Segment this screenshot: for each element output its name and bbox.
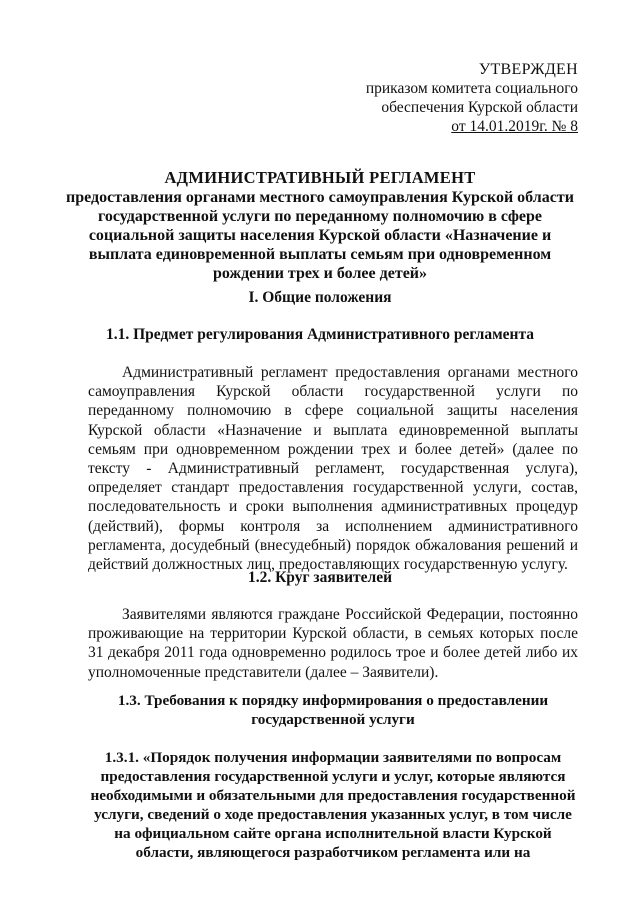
approval-order-line: приказом комитета социального: [365, 80, 578, 97]
title-subtitle: предоставления органами местного самоуправления Курской области государственной услуги по переданному полномочию в сфере социальной защиты населения Курской области «Назначение и выплата единовременной выплаты семьям при одновременном рождении трех и более детей»: [66, 189, 574, 282]
approval-committee-line: обеспечения Курской области: [381, 99, 578, 116]
subsection-heading-1-2: 1.2. Круг заявителей: [247, 569, 393, 586]
subsection-heading-1-1: 1.1. Предмет регулирования Административного регламента: [105, 326, 535, 343]
document-title: [60, 168, 580, 283]
paragraph-1-3-1: 1.3.1. «Порядок получения информации заявителями по вопросам предоставления государственной услуги и услуг, которые являются необходимыми и обязательными для предоставления государственной услуги, сведений о ходе предоставления указанных услуг, в том числе на официальном сайте органа исполнительной власти Курской области, являющегося разработчиком регламента или на: [90, 749, 576, 861]
section-heading-general: I. Общие положения: [248, 289, 392, 306]
approval-date-line: от 14.01.2019г. № 8: [451, 118, 578, 135]
title-main: АДМИНИСТРАТИВНЫЙ РЕГЛАМЕНТ: [164, 168, 476, 187]
paragraph-1-2: Заявителями являются граждане Российской Федерации, постоянно проживающие на территории Курской области, в семьях которых после 31 декабря 2011 года одновременно родилось трое и более детей либо их уполномоченные представители (далее – Заявители).: [88, 606, 578, 681]
paragraph-1-1: Административный регламент предоставления органами местного самоуправления Курской области государственной услуги по переданному полномочию в сфере социальной защиты населения Курской области «Назначение и выплата единовременной выплаты семьям при одновременном рождении трех и более детей» (далее по тексту - Административный регламент, государственная услуга), определяет стандарт предоставления государственной услуги, состав, последовательность и сроки выполнения административных процедур (действий), формы контроля за исполнением административного регламента, досудебный (внесудебный) порядок обжалования решений и действий должностных лиц, предоставляющих государственную услугу.: [88, 364, 578, 574]
subsection-heading-1-3: 1.3. Требования к порядку информирования о предоставлении государственной услуги: [117, 692, 549, 728]
approval-heading: УТВЕРЖДЕН: [478, 61, 578, 78]
approval-stamp: [366, 60, 578, 136]
